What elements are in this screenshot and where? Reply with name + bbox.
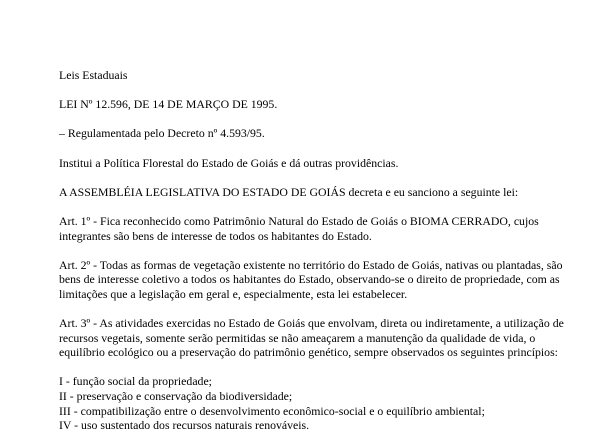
principle-item: III - compatibilização entre o desenvolvimento econômico-social e o equilíbrio ambiental;: [59, 403, 485, 418]
article-2: Art. 2º - Todas as formas de vegetação existente no território do Estado de Goiás, nativas ou plantadas, são bens de interesse coletivo a todos os habitantes do Estado, observando-se o direito de propriedade, com as limitações que a legislação em geral e, especialmente, esta lei estabelecer.: [59, 257, 563, 301]
principle-item: II - preservação e conservação da biodiversidade;: [59, 389, 293, 404]
principles-list: [59, 374, 579, 432]
article-1: Art. 1º - Fica reconhecido como Patrimônio Natural do Estado de Goiás o BIOMA CERRADO, cujos integrantes são bens de interesse de todos os habitantes do Estado.: [59, 213, 539, 243]
principle-item: I - função social da propriedade;: [59, 374, 212, 389]
section-heading: Leis Estaduais: [59, 68, 128, 82]
law-summary: Institui a Política Florestal do Estado de Goiás e dá outras providências.: [59, 155, 399, 170]
enactment-clause: A ASSEMBLÉIA LEGISLATIVA DO ESTADO DE GOIÁS decreta e eu sanciono a seguinte lei:: [59, 184, 519, 199]
article-3: Art. 3º - As atividades exercidas no Estado de Goiás que envolvam, direta ou indiretamente, a utilização de recursos vegetais, somente serão permitidas se não ameaçarem a manutenção da qualidade de vida, o equilíbrio ecológico ou a preservação do patrimônio genético, sempre observados os seguintes princípios:: [59, 316, 564, 360]
document-page: [59, 68, 579, 433]
regulation-note: – Regulamentada pelo Decreto nº 4.593/95.: [59, 126, 265, 141]
principle-item: IV - uso sustentado dos recursos naturais renováveis.: [59, 418, 310, 433]
law-title: LEI Nº 12.596, DE 14 DE MARÇO DE 1995.: [59, 97, 278, 112]
